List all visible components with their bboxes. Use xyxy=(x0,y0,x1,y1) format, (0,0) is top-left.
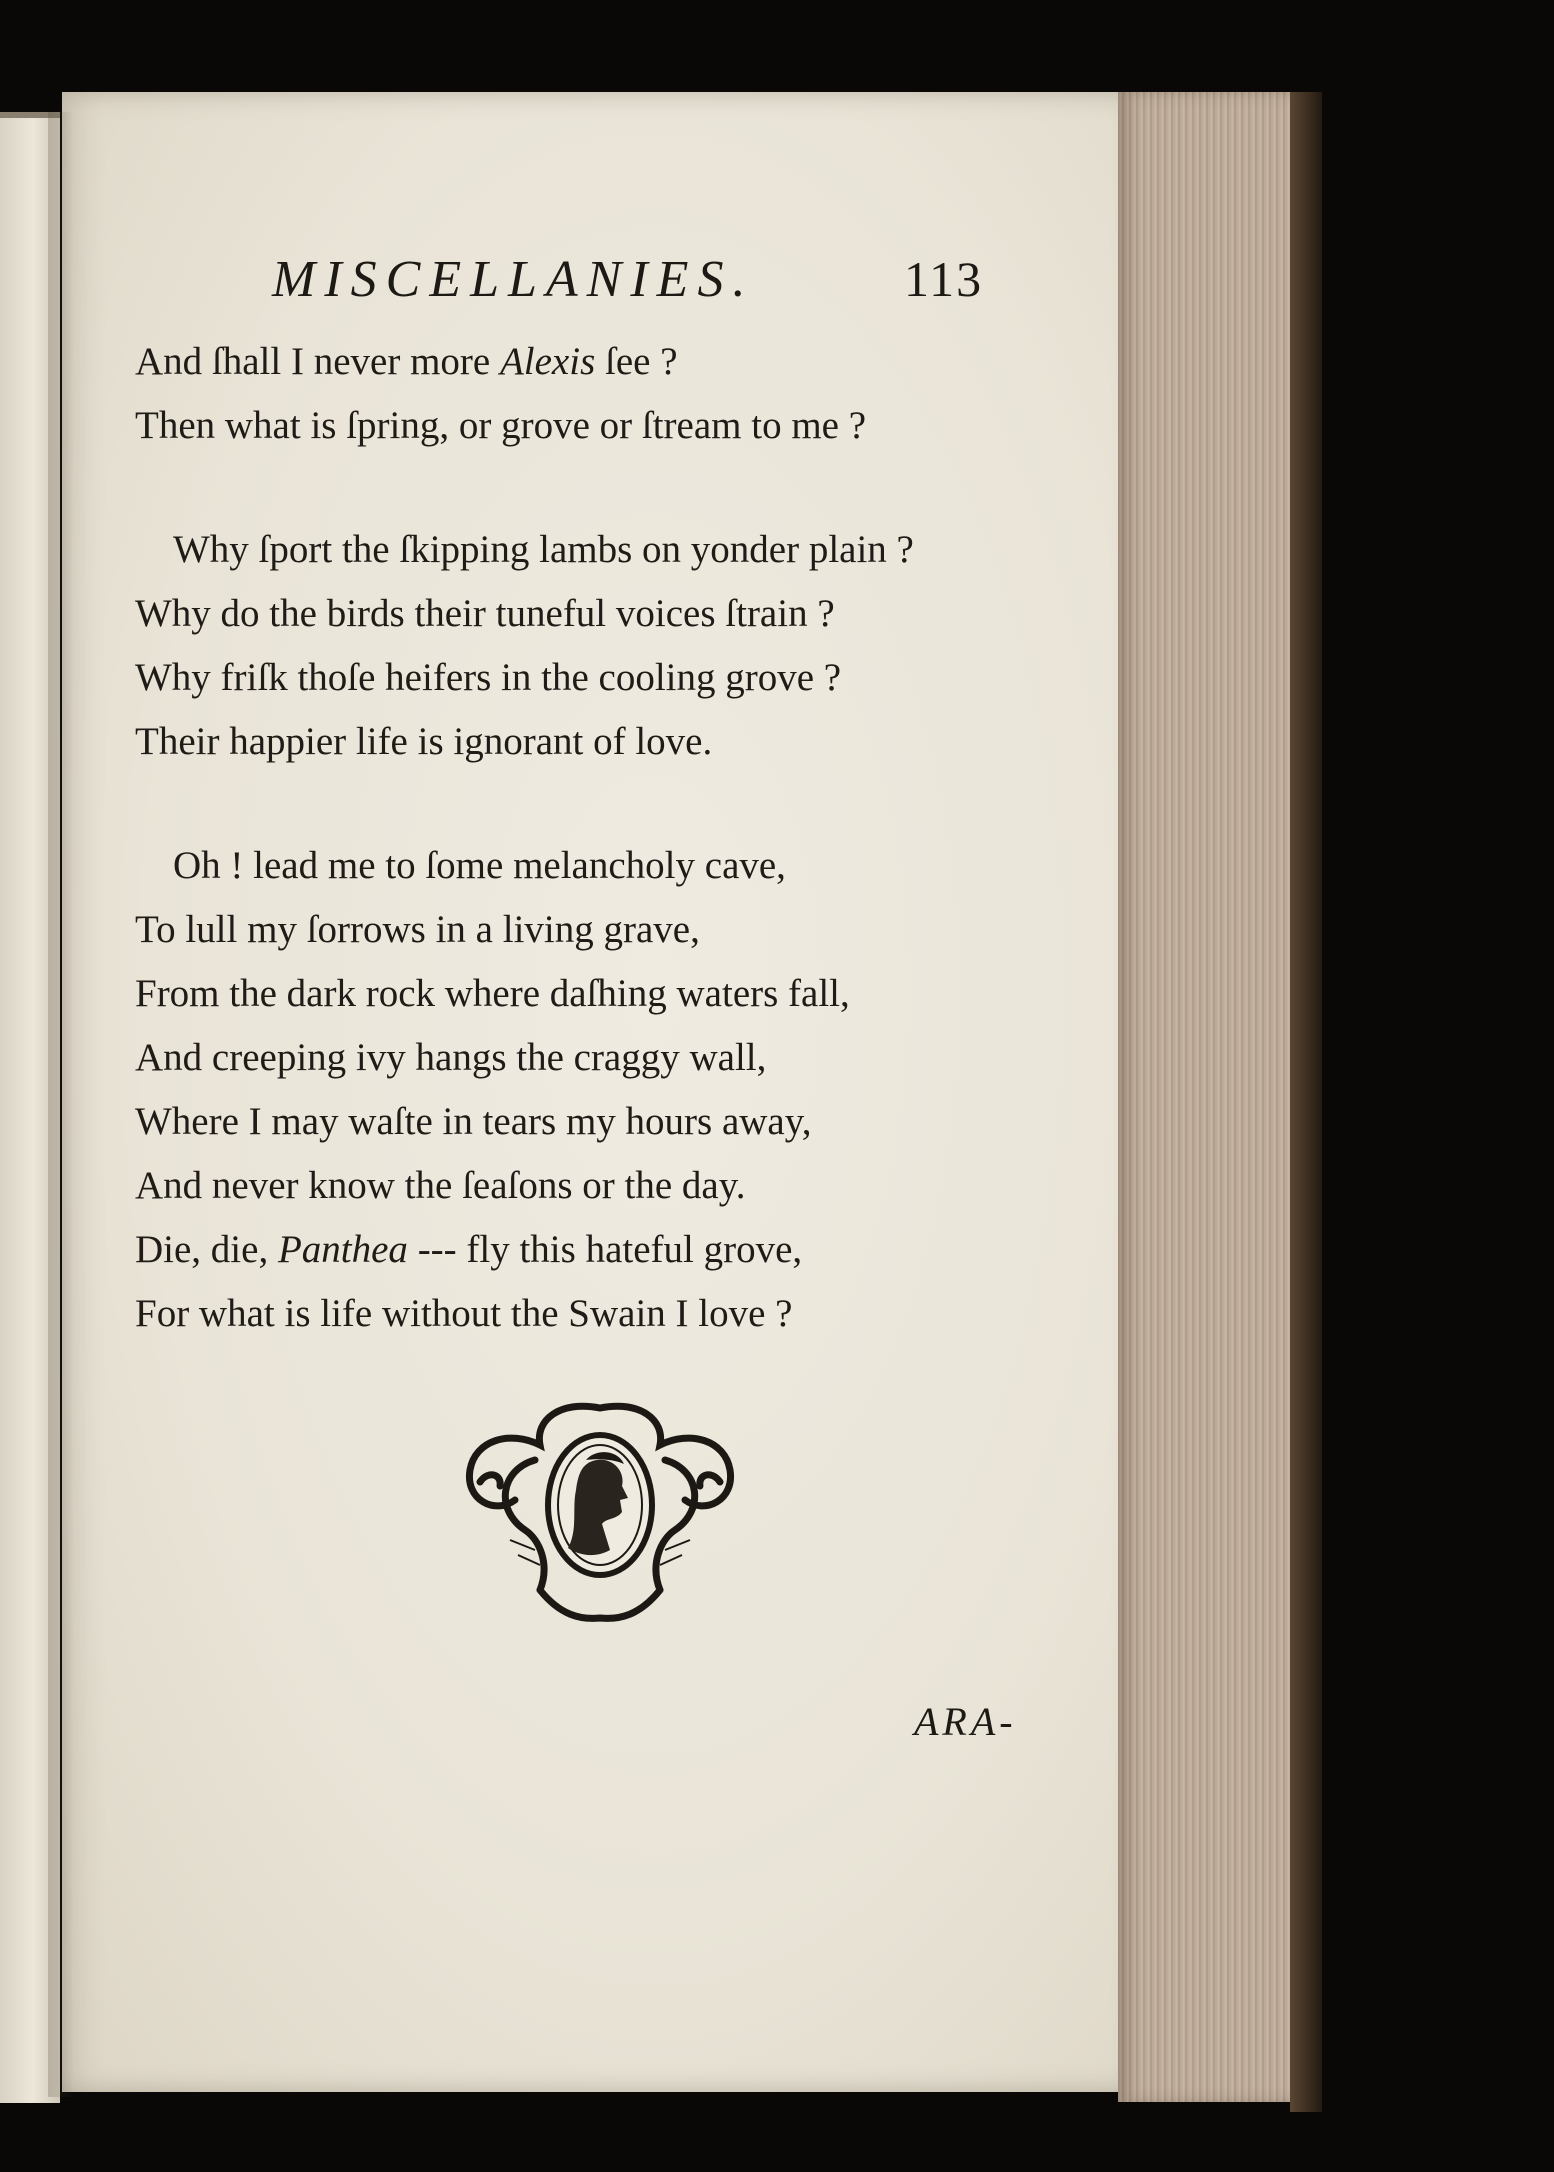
verse-line: Oh ! lead me to ſome melancholy cave, xyxy=(173,844,786,887)
verse-line: Why ſport the ſkipping lambs on yonder plain ? xyxy=(173,528,914,571)
poem-text xyxy=(135,330,955,1346)
verse-line: And never know the ſeaſons or the day. xyxy=(135,1164,746,1207)
book-binding xyxy=(1290,92,1322,2112)
verse-line: And creeping ivy hangs the craggy wall, xyxy=(135,1036,767,1079)
catchword: ARA- xyxy=(914,1699,1017,1744)
verse-line: Why do the birds their tuneful voices ſtrain ? xyxy=(135,592,835,635)
verse-line: For what is life without the Swain I love ? xyxy=(135,1292,793,1335)
verse-line: Then what is ſpring, or grove or ſtream to me ? xyxy=(135,404,867,447)
verse-line: Their happier life is ignorant of love. xyxy=(135,720,713,763)
verse-line: Where I may waſte in tears my hours away, xyxy=(135,1100,812,1143)
running-head: MISCELLANIES. xyxy=(272,251,755,308)
stanza-break xyxy=(135,458,955,518)
gutter-shadow xyxy=(48,112,74,2097)
verse-line: And ſhall I never more Alexis ſee ? xyxy=(135,340,678,383)
verse-line: To lull my ſorrows in a living grave, xyxy=(135,908,700,951)
stanza-break xyxy=(135,774,955,834)
verse-line: From the dark rock where daſhing waters fall, xyxy=(135,972,850,1015)
cameo-portrait-cartouche-icon xyxy=(440,1390,760,1630)
verse-line: Die, die, Panthea --- fly this hateful grove, xyxy=(135,1228,803,1271)
page-number: 113 xyxy=(904,251,984,307)
fore-edge xyxy=(1118,92,1308,2102)
verse-line: Why friſk thoſe heifers in the cooling grove ? xyxy=(135,656,842,699)
